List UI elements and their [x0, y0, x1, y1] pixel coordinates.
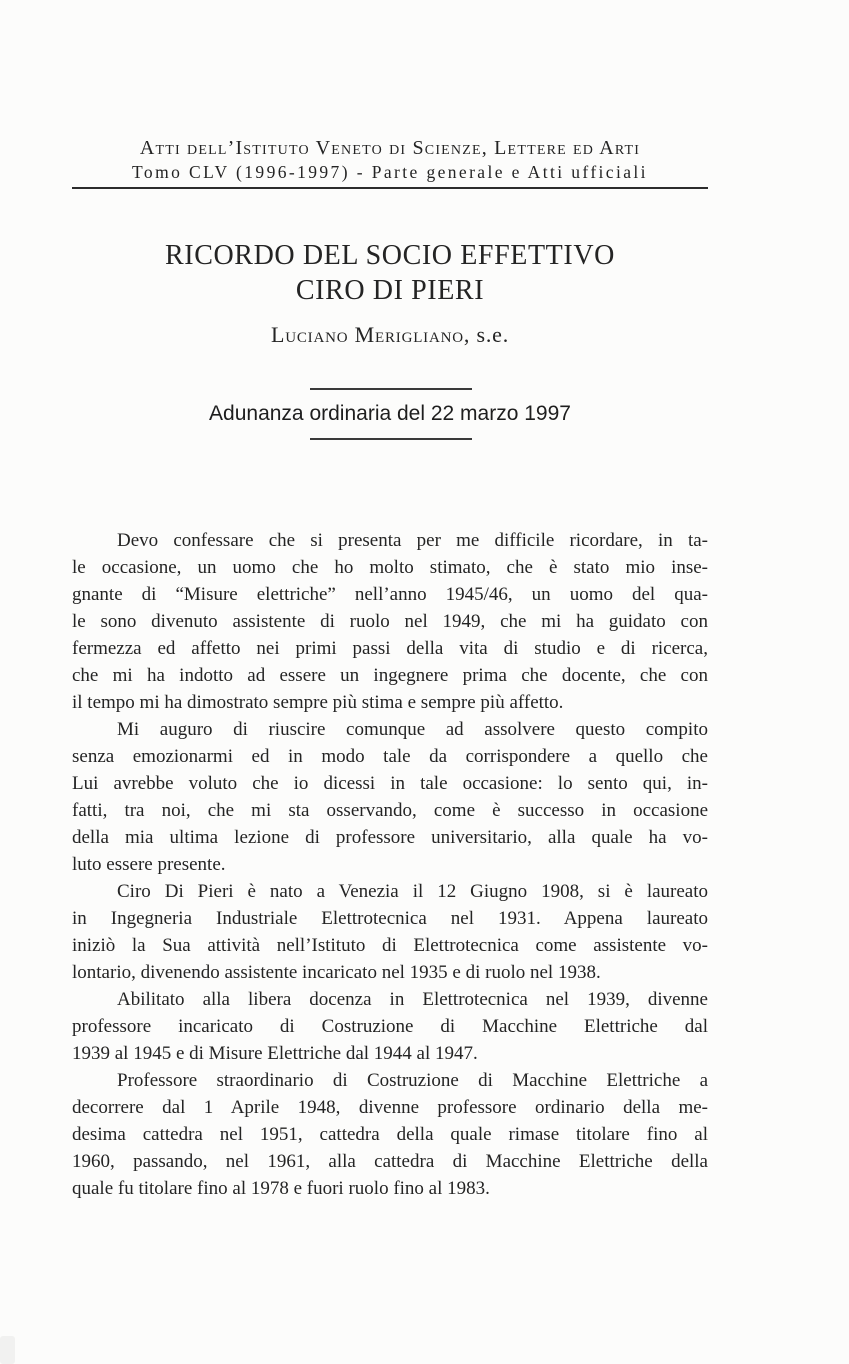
paragraph — [72, 878, 708, 986]
body-line: luto essere presente. — [72, 854, 226, 875]
paragraph — [72, 1067, 708, 1202]
body-line: 1960, passando, nel 1961, alla cattedra di Macchine Elettriche della — [72, 1151, 708, 1172]
scan-smudge — [0, 1336, 15, 1364]
body-line: lontario, divenendo assistente incaricato nel 1935 e di ruolo nel 1938. — [72, 962, 601, 983]
body-line: fermezza ed affetto nei primi passi della vita di studio e di ricerca, — [72, 638, 708, 659]
body-line: 1939 al 1945 e di Misure Elettriche dal 1944 al 1947. — [72, 1043, 478, 1064]
session-rule-bottom — [310, 438, 472, 440]
body-line: Ciro Di Pieri è nato a Venezia il 12 Giugno 1908, si è laureato — [117, 881, 708, 902]
body-line: iniziò la Sua attività nell’Istituto di Elettrotecnica come assistente vo- — [72, 935, 708, 956]
author-line — [72, 322, 708, 348]
body-line: Professore straordinario di Costruzione di Macchine Elettriche a — [117, 1070, 708, 1091]
paragraph — [72, 716, 708, 878]
body-text — [72, 527, 708, 1202]
body-line: il tempo mi ha dimostrato sempre più stima e sempre più affetto. — [72, 692, 564, 713]
body-line: che mi ha indotto ad essere un ingegnere prima che docente, che con — [72, 665, 708, 686]
author-suffix: , s.e. — [463, 322, 510, 347]
body-line: desima cattedra nel 1951, cattedra della quale rimase titolare fino al — [72, 1124, 708, 1145]
body-line: le sono divenuto assistente di ruolo nel 1949, che mi ha guidato con — [72, 611, 708, 632]
body-line: Abilitato alla libera docenza in Elettrotecnica nel 1939, divenne — [117, 989, 708, 1010]
article-title-line2: CIRO DI PIERI — [295, 275, 485, 306]
body-line: decorrere dal 1 Aprile 1948, divenne professore ordinario della me- — [72, 1097, 708, 1118]
session-line: Adunanza ordinaria del 22 marzo 1997 — [209, 402, 571, 425]
body-line: fatti, tra noi, che mi sta osservando, come è successo in occasione — [72, 800, 708, 821]
article-title — [72, 238, 708, 308]
journal-volume: Tomo CLV (1996-1997) - Parte generale e Atti ufficiali — [132, 162, 648, 182]
journal-title: Atti dell’Istituto Veneto di Scienze, Lettere ed Arti — [139, 137, 641, 159]
body-line: Devo confessare che si presenta per me difficile ricordare, in ta- — [117, 530, 708, 551]
body-line: in Ingegneria Industriale Elettrotecnica nel 1931. Appena laureato — [72, 908, 708, 929]
session-rule-top — [310, 388, 472, 390]
journal-header — [72, 136, 708, 189]
body-line: della mia ultima lezione di professore universitario, alla quale ha vo- — [72, 827, 708, 848]
text-column — [72, 0, 708, 1364]
body-line: professore incaricato di Costruzione di Macchine Elettriche dal — [72, 1016, 708, 1037]
body-line: gnante di “Misure elettriche” nell’anno 1945/46, un uomo del qua- — [72, 584, 708, 605]
author-name: Luciano Merigliano — [270, 322, 464, 347]
paragraph — [72, 527, 708, 716]
body-line: quale fu titolare fino al 1978 e fuori ruolo fino al 1983. — [72, 1178, 490, 1199]
body-line: Lui avrebbe voluto che io dicessi in tale occasione: lo sento qui, in- — [72, 773, 708, 794]
body-line: senza emozionarmi ed in modo tale da corrispondere a quello che — [72, 746, 708, 767]
header-rule — [72, 187, 708, 189]
body-line: le occasione, un uomo che ho molto stimato, che è stato mio inse- — [72, 557, 708, 578]
article-title-line1: RICORDO DEL SOCIO EFFETTIVO — [165, 240, 615, 271]
paragraph — [72, 986, 708, 1067]
body-line: Mi auguro di riuscire comunque ad assolvere questo compito — [117, 719, 708, 740]
